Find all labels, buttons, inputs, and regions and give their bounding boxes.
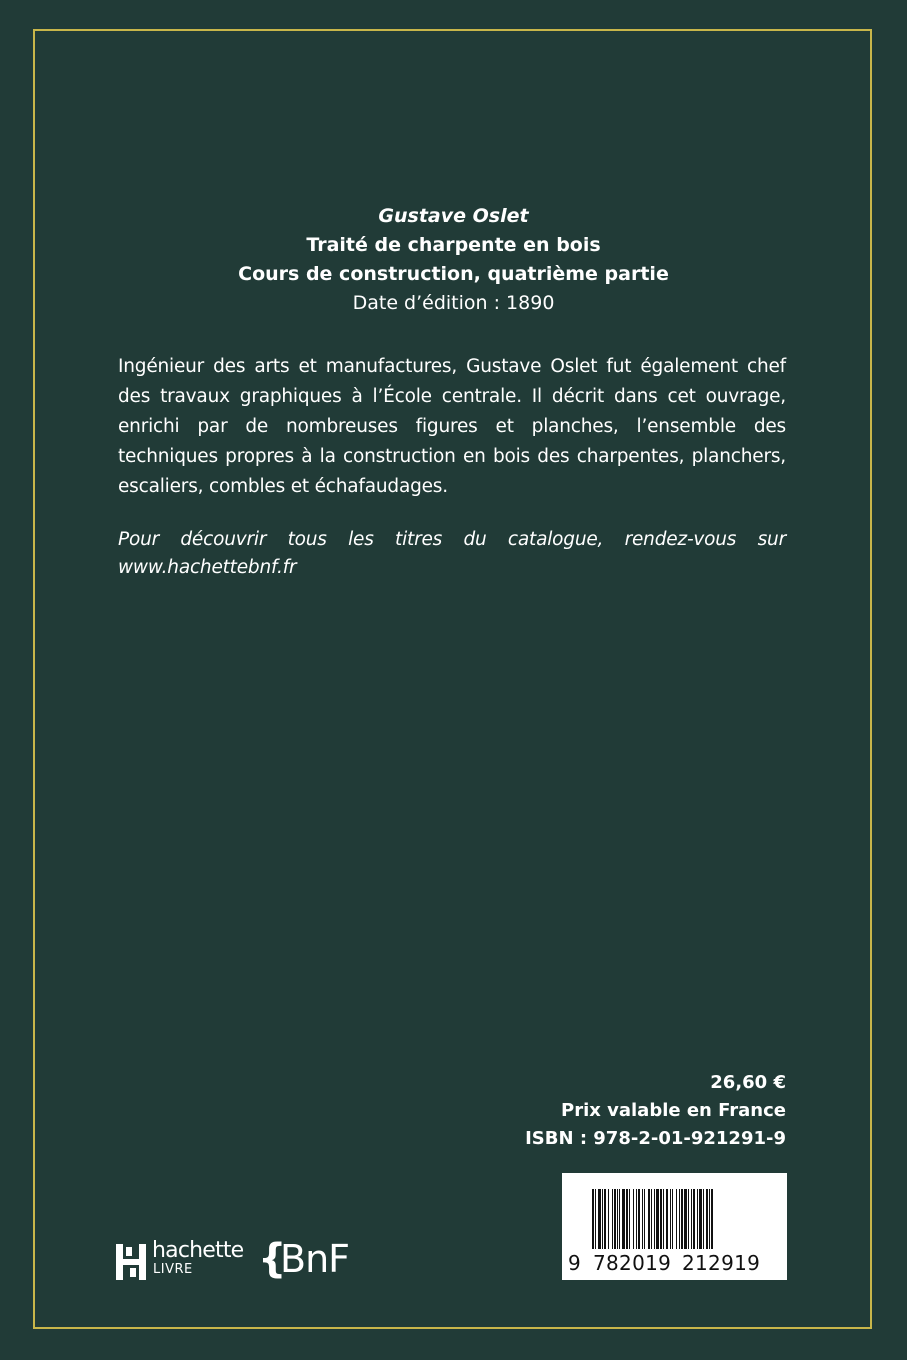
barcode-bar xyxy=(648,1189,650,1249)
barcode-bar xyxy=(638,1189,640,1249)
price: 26,60 € xyxy=(710,1072,786,1093)
barcode-bar xyxy=(684,1189,687,1249)
barcode-bar xyxy=(604,1189,606,1249)
bnf-brace-icon: { xyxy=(258,1236,287,1282)
barcode-bar xyxy=(622,1189,625,1249)
catalogue-note: Pour découvrir tous les titres du catalogue, rendez-vous sur www.hachettebnf.fr xyxy=(118,529,786,578)
barcode-bar xyxy=(676,1189,677,1249)
barcode-bar xyxy=(633,1189,634,1249)
edition-date: Date d’édition : 1890 xyxy=(352,292,555,314)
hachette-wordmark: hachette xyxy=(152,1238,244,1263)
barcode-bar xyxy=(654,1189,655,1249)
barcode-bar xyxy=(636,1189,637,1249)
barcode-bar xyxy=(693,1189,695,1249)
barcode-bar xyxy=(617,1189,618,1249)
barcode-bar xyxy=(656,1189,659,1249)
barcode-bar xyxy=(651,1189,652,1249)
barcode-bars xyxy=(562,1173,787,1253)
barcode-bar xyxy=(709,1189,710,1249)
isbn: ISBN : 978-2-01-921291-9 xyxy=(525,1128,786,1149)
barcode-bar xyxy=(670,1189,671,1249)
barcode-first-digit: 9 xyxy=(568,1251,581,1275)
barcode-bar xyxy=(666,1189,668,1249)
livre-wordmark: LIVRE xyxy=(153,1262,193,1277)
book-title: Traité de charpente en bois xyxy=(306,234,601,256)
barcode-bar xyxy=(660,1189,662,1249)
author-name: Gustave Oslet xyxy=(378,205,529,227)
barcode-bar xyxy=(619,1189,620,1249)
barcode-bar xyxy=(612,1189,613,1249)
barcode-bar xyxy=(672,1189,673,1249)
barcode-bar xyxy=(642,1189,643,1249)
barcode-bar xyxy=(592,1189,594,1249)
book-description: Ingénieur des arts et manufactures, Gustave Oslet fut également chef des travaux graphiques à l’École centrale. Il décrit dans cet ouvrage, enrichi par de nombreuses figures et planches, l’ensemble des techniques propres à la construction en bois des charpentes, planchers, escaliers, combles et échafaudages. xyxy=(118,356,786,497)
barcode-bar xyxy=(688,1189,689,1249)
barcode-bar xyxy=(663,1189,664,1249)
barcode-bar xyxy=(629,1189,630,1249)
barcode-bar xyxy=(644,1189,645,1249)
hachette-livre-logo xyxy=(116,1240,256,1284)
barcode-bar xyxy=(598,1189,601,1249)
barcode-bar xyxy=(706,1189,708,1249)
book-header xyxy=(0,202,907,318)
hachette-mark-icon xyxy=(116,1244,146,1280)
barcode-bar xyxy=(608,1189,609,1249)
barcode-group-2: 212919 xyxy=(682,1251,761,1275)
book-subtitle: Cours de construction, quatrième partie xyxy=(238,263,669,285)
barcode-bar xyxy=(626,1189,628,1249)
barcode-bar xyxy=(614,1189,616,1249)
barcode-bar xyxy=(711,1189,713,1249)
barcode-bar xyxy=(602,1189,603,1249)
barcode xyxy=(562,1173,787,1280)
barcode-bar xyxy=(697,1189,698,1249)
barcode-group-1: 782019 xyxy=(593,1251,672,1275)
barcode-bar xyxy=(681,1189,683,1249)
bnf-wordmark: BnF xyxy=(280,1237,350,1281)
price-block xyxy=(525,1069,786,1153)
barcode-bar xyxy=(679,1189,680,1249)
price-validity: Prix valable en France xyxy=(561,1100,786,1121)
barcode-bar xyxy=(703,1189,704,1249)
barcode-bar xyxy=(691,1189,692,1249)
barcode-bar xyxy=(595,1189,596,1249)
barcode-bar xyxy=(699,1189,702,1249)
